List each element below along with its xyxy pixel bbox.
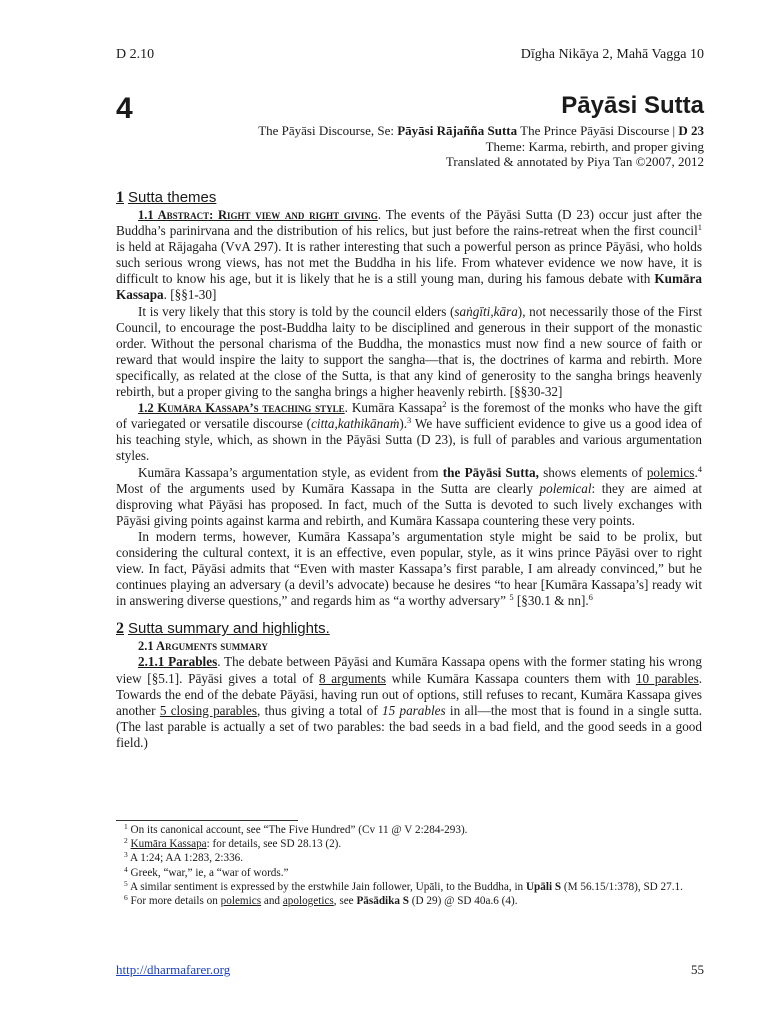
footnote-text: Greek, “war,” ie, a “war of words.” xyxy=(130,866,289,879)
footnote-number: 3 xyxy=(124,850,128,860)
paragraph-1-2b: Kumāra Kassapa’s argumentation style, as evident from the Pāyāsi Sutta, shows elements of polemics.$^4$ Most of the arguments used by Kumāra Kassapa in the Sutta are clearly polemical: they are aimed at disproving what Pāyāsi has proposed. In fact, much of the Sutta is devoted to such lively exchanges with Pāyāsi giving points against karma and rebirth, and Kumāra Kassapa countering these very points. xyxy=(116,463,702,528)
footnote-ref[interactable]: 1 xyxy=(697,222,702,233)
footnotes xyxy=(116,823,702,908)
sutta-title: Pāyāsi Sutta xyxy=(561,92,704,119)
section-title: Sutta summary and highlights. xyxy=(128,620,330,638)
footer-website-link[interactable]: http://dharmafarer.org xyxy=(116,962,231,977)
footnote-4 xyxy=(116,866,702,880)
footnote-number: 4 xyxy=(124,864,128,874)
paragraph-2-1-1 xyxy=(116,654,702,751)
footnote-term: Kumāra Kassapa xyxy=(130,838,207,851)
footnote-term: polemics xyxy=(220,895,262,908)
page-number: 55 xyxy=(691,962,704,977)
subsection-heading: 1.2 Kumāra Kassapa’s teaching style xyxy=(138,401,345,416)
footnote-text: A 1:24; AA 1:283, 2:336. xyxy=(129,852,244,865)
footnote-text: For more details on xyxy=(130,895,221,908)
chapter-number: 4 xyxy=(116,92,133,125)
footnote-ref[interactable]: 6 xyxy=(588,592,593,603)
text: [§30.1 & nn]. xyxy=(513,593,589,609)
footnote-text: and xyxy=(261,895,283,908)
italic-term: saṅgīti,kāra xyxy=(454,303,518,319)
text: is held at Rājagaha (VvA 297). It is rather interesting that such a powerful person as prince Pāyāsi, who holds such serious wrong views, has not met the Buddha in his life. From whatever evidence we now have, it is difficult to know his age, but it is likely that he is a still young man, during his famous debate with xyxy=(116,239,702,287)
text: In modern terms, however, Kumāra Kassapa’s argumentation style might be said to be prolix, but considering the cultural context, it is an effective, even popular, style, as it wins prince Pāyāsi over to right view. In fact, Pāyāsi admits that “Even with master Kassapa’s first parable, I am already convinced,” but he continues playing an adversary (a devil’s advocate) because he desires “to hear [Kumāra Kassapa’s] ready wit in answering diverse questions,” and regards him as “a worthy adversary” xyxy=(116,528,702,609)
title-metadata xyxy=(258,123,704,170)
footnote-3 xyxy=(116,851,702,865)
paragraph-1-1b xyxy=(116,304,702,401)
text: , thus giving a total of xyxy=(257,702,382,718)
text: . Kumāra Kassapa xyxy=(344,400,443,416)
sutta-reference: D 23 xyxy=(678,123,704,138)
footnote-5 xyxy=(116,880,702,894)
footnote-number: 6 xyxy=(124,893,128,903)
text: We have sufficient evidence to give us a good idea of his teaching style, which, as shown in the Pāyāsi Sutta (D 23), is full of parables and various argumentation styles. xyxy=(116,416,702,464)
subsection-heading-2-1: 2.1 Arguments summary xyxy=(138,639,268,654)
section-number: 2 xyxy=(116,620,124,638)
italic-term: polemical xyxy=(539,480,592,496)
footnote-text: (D 29) @ SD 40a.6 (4). xyxy=(409,895,518,908)
footnote-bold: Upāli S xyxy=(525,880,562,893)
paragraph-1-1 xyxy=(116,207,702,304)
theme-line: Theme: Karma, rebirth, and proper giving xyxy=(485,138,704,154)
footnote-ref[interactable]: 5 xyxy=(509,592,514,603)
footnote-6 xyxy=(116,894,702,908)
italic-term: 15 parables xyxy=(382,702,446,718)
running-header-left: D 2.10 xyxy=(116,47,155,62)
underlined-term: 5 closing parables xyxy=(159,702,258,718)
text: . The events of the Pāyāsi Sutta (D 23) occur just after the Buddha’s parinirvana and the distribution of his relics, but just before the rains-retreat when the first council xyxy=(116,207,703,239)
paragraph-1-2 xyxy=(116,400,702,464)
translator-line: Translated & annotated by Piya Tan ©2007, 2012 xyxy=(445,154,704,169)
text: It is very likely that this story is told by the council elders ( xyxy=(138,303,455,319)
footnote-text: , see xyxy=(333,895,357,908)
footnote-number: 2 xyxy=(124,836,128,846)
alt-titles-line xyxy=(258,123,704,139)
section-2-heading xyxy=(116,619,702,638)
text: is the foremost of the monks who have the gift of variegated or versatile discourse ( xyxy=(116,400,702,432)
text: shows elements of xyxy=(538,464,647,480)
footnote-bold: Pāsādika S xyxy=(356,895,409,908)
body-text xyxy=(116,188,702,751)
text: ), not necessarily those of the First Council, to encourage the post-Buddha laity to be disciplined and generous in their support of the monastic order. Without the personal charisma of the Buddha, the monastics must now find a new source of faith or reward that would inspire the laity to support the sangha—that is, the doctrines of karma and rebirth. More specifically, as related at the close of the Sutta, is that any kind of generosity to the sangha brings heavenly rebirth, but a proper giving to the sangha brings a higher heavenly rebirth. [§§30-32] xyxy=(116,303,703,400)
text: Kumāra Kassapa’s argumentation style, as evident from xyxy=(138,464,443,480)
alt-title-bold: Pāyāsi Rājañña Sutta xyxy=(397,123,518,138)
text: while Kumāra Kassapa counters them with xyxy=(386,670,636,686)
section-1-heading xyxy=(116,188,702,207)
text: in all—the most that is found in a single sutta. (The last parable is actually a set of two parables: the bad seeds in a bad field, and the good seeds in a good field.) xyxy=(116,702,703,750)
footnote-1 xyxy=(116,823,702,837)
text: Most of the arguments used by Kumāra Kassapa in the Sutta are clearly xyxy=(116,480,540,496)
alt-title-text-2: The Prince Pāyāsi Discourse | xyxy=(517,123,679,138)
footnote-ref[interactable]: 2 xyxy=(442,399,447,410)
underlined-term: 8 arguments xyxy=(319,670,387,686)
underlined-term: 10 parables xyxy=(635,670,699,686)
footnote-2 xyxy=(116,837,702,851)
footnote-text: On its canonical account, see “The Five Hundred” (Cv 11 @ V 2:284-293). xyxy=(130,824,468,836)
footnote-ref[interactable]: 4 xyxy=(697,463,702,474)
subsubsection-heading: 2.1.1 Parables xyxy=(138,654,218,670)
bold-name: Kumāra Kassapa xyxy=(116,271,702,303)
paragraph-1-2c xyxy=(116,529,702,609)
text: . The debate between Pāyāsi and Kumāra Kassapa opens with the former stating his wrong view [§5.1]. Pāyāsi gives a total of xyxy=(116,654,702,686)
underlined-term: polemics xyxy=(646,464,695,480)
italic-term: citta,kathikānaṁ xyxy=(311,416,400,432)
footnote-number: 1 xyxy=(124,822,128,831)
section-title: Sutta themes xyxy=(128,189,217,206)
section-number: 1 xyxy=(116,189,124,206)
footnote-ref[interactable]: 3 xyxy=(407,415,412,426)
text: ). xyxy=(399,416,408,432)
text: . [§§1-30] xyxy=(163,287,217,303)
footnote-number: 5 xyxy=(124,878,128,888)
footnote-text: A similar sentiment is expressed by the erstwhile Jain follower, Upāli, to the Buddha, in xyxy=(129,880,526,893)
running-header-right: Dīgha Nikāya 2, Mahā Vagga 10 xyxy=(520,47,704,62)
subsection-heading: 1.1 Abstract: Right view and right giving xyxy=(138,208,378,222)
footnote-divider xyxy=(116,820,298,821)
text: : they are aimed at disproving what Pāyāsi has proposed. In fact, much of the Sutta is devoted to such lively exchanges with Pāyāsi giving points against karma and rebirth, and Kumāra Kassapa countering these very points. xyxy=(116,480,702,528)
alt-title-text: The Pāyāsi Discourse, Se: xyxy=(258,123,398,138)
text: . Towards the end of the debate Pāyāsi, having run out of options, still refuses to recant, Kumāra Kassapa gives another xyxy=(116,670,703,718)
footnote-text: : for details, see SD 28.13 (2). xyxy=(206,838,342,851)
footnote-term: apologetics xyxy=(282,895,334,908)
bold-text: the Pāyāsi Sutta, xyxy=(442,464,539,480)
footnote-text: (M 56.15/1:378), SD 27.1. xyxy=(561,880,683,893)
